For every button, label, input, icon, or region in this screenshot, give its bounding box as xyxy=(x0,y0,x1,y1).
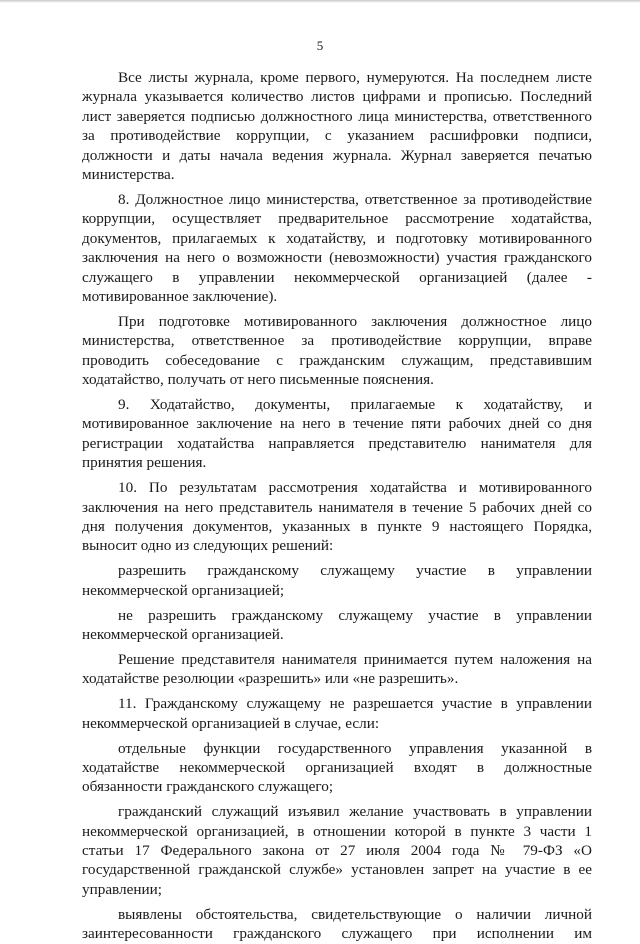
paragraph-functions: отдельные функции государственного управления указанной в ходатайстве некоммерческой организацией входят в должностные обязанности гражданского служащего; xyxy=(82,739,592,796)
paragraph-prohibition: гражданский служащий изъявил желание участвовать в управлении некоммерческой организацией, в отношении которой в пункте 3 части 1 статьи 17 Федерального закона от 27 июля 2004 года № 79-ФЗ «О государственной гражданской службе» установлен запрет на участие в ее управлении; xyxy=(82,803,592,898)
paragraph-journal-sheets: Все листы журнала, кроме первого, нумеруются. На последнем листе журнала указывается количество листов цифрами и прописью. Последний лист заверяется подписью должностного лица министерства, ответственного за противодействие коррупции, с указанием расшифровки подписи, должности и даты начала ведения журнала. Журнал заверяется печатью министерства. xyxy=(82,69,592,184)
paragraph-item-10: 10. По результатам рассмотрения ходатайства и мотивированного заключения на него представитель нанимателя в течение 5 рабочих дней со дня получения документов, указанных в пункте 9 настоящего Порядка, выносит одно из следующих решений: xyxy=(82,479,592,555)
scan-top-edge xyxy=(0,0,640,3)
page-number: 5 xyxy=(316,38,324,53)
document-body xyxy=(82,68,592,944)
paragraph-conflict-of-interest: выявлены обстоятельства, свидетельствующие о наличии личной заинтересованности гражданского служащего при исполнении им xyxy=(82,905,592,943)
paragraph-decision-allow: разрешить гражданскому служащему участие в управлении некоммерческой организацией; xyxy=(82,562,592,599)
paragraph-item-11: 11. Гражданскому служащему не разрешается участие в управлении некоммерческой организацией в случае, если: xyxy=(82,695,592,732)
paragraph-interview: При подготовке мотивированного заключения должностное лицо министерства, ответственное за противодействие коррупции, вправе проводить собеседование с гражданским служащим, представившим ходатайство, получать от него письменные пояснения. xyxy=(82,312,592,389)
paragraph-item-8: 8. Должностное лицо министерства, ответственное за противодействие коррупции, осуществляет предварительное рассмотрение ходатайства, документов, прилагаемых к ходатайству, и подготовку мотивированного заключения на него о возможности (невозможности) участия гражданского служащего в управлении некоммерческой организацией (далее - мотивированное заключение). xyxy=(82,190,592,305)
paragraph-resolution: Решение представителя нанимателя принимается путем наложения на ходатайстве резолюции «разрешить» или «не разрешить». xyxy=(82,650,592,688)
paragraph-item-9: 9. Ходатайство, документы, прилагаемые к ходатайству, и мотивированное заключение на него в течение пяти рабочих дней со дня регистрации ходатайства направляется представителю нанимателя для принятия решения. xyxy=(82,396,592,472)
paragraph-decision-deny: не разрешить гражданскому служащему участие в управлении некоммерческой организацией. xyxy=(82,606,592,643)
